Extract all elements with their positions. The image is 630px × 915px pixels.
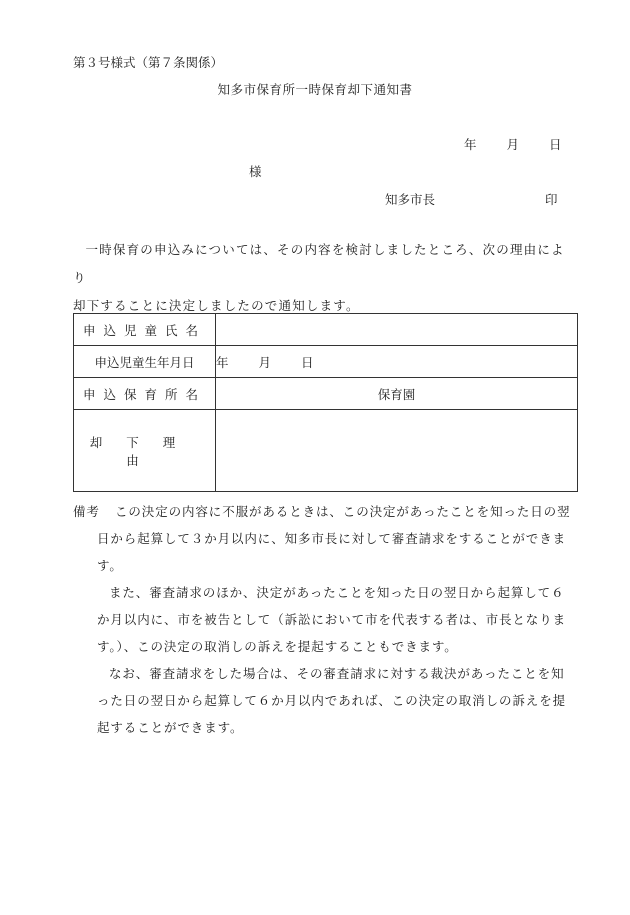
rejection-reason-label: 却下理由 [74,410,216,492]
remarks-p1-line1: この決定の内容に不服があるときは、この決定があったことを知った日の翌 [115,504,571,519]
rejection-reason-value [216,410,578,492]
child-birthdate-value: 年 月 日 [216,346,578,378]
remarks-heading: 備考 [73,504,100,519]
remarks-p3-line3: 起することができます。 [97,720,244,735]
date-day-label: 日 [549,137,562,152]
form-number: 第３号様式（第７条関係） [73,55,224,70]
remarks-p2-line2: か月以内に、市を被告として（訴訟において市を代表する者は、市長となりま [97,612,567,627]
remarks-p2-line1: また、審査請求のほか、決定があったことを知った日の翌日から起算して６ [109,585,565,600]
child-birthdate-label: 申込児童生年月日 [74,346,216,378]
child-name-value [216,314,578,346]
table-row [74,378,578,410]
remarks-p1-line3: す。 [97,558,123,573]
issue-date [464,135,562,153]
issuer-name: 知多市長 [385,192,436,207]
nursery-name-value: 保育園 [216,378,578,410]
remarks-p1-line2: 日から起算して３か月以内に、知多市長に対して審査請求をすることができま [97,531,567,546]
child-name-label: 申込児童氏名 [74,314,216,346]
remarks-p3-line2: った日の翌日から起算して６か月以内であれば、この決定の取消しの訴えを提 [97,693,567,708]
notice-body [73,236,578,320]
table-row [74,314,578,346]
table-row [74,410,578,492]
addressee-suffix: 様 [249,164,262,179]
body-line-2: 却下することに決定しましたので通知します。 [73,298,360,313]
date-month-label: 月 [506,137,520,152]
document-title: 知多市保育所一時保育却下通知書 [217,82,413,97]
body-line-1: 一時保育の申込みについては、その内容を検討しましたところ、次の理由により [73,242,565,285]
remarks-p3-line1: なお、審査請求をした場合は、その審査請求に対する裁決があったことを知 [109,666,565,681]
date-year-label: 年 [464,137,477,152]
nursery-name-label: 申込保育所名 [74,378,216,410]
seal-mark: 印 [545,192,558,207]
application-table [73,313,578,492]
remarks-p2-line3: す。）、この決定の取消しの訴えを提起することもできます。 [97,639,458,654]
table-row [74,346,578,378]
remarks-section [73,498,578,741]
